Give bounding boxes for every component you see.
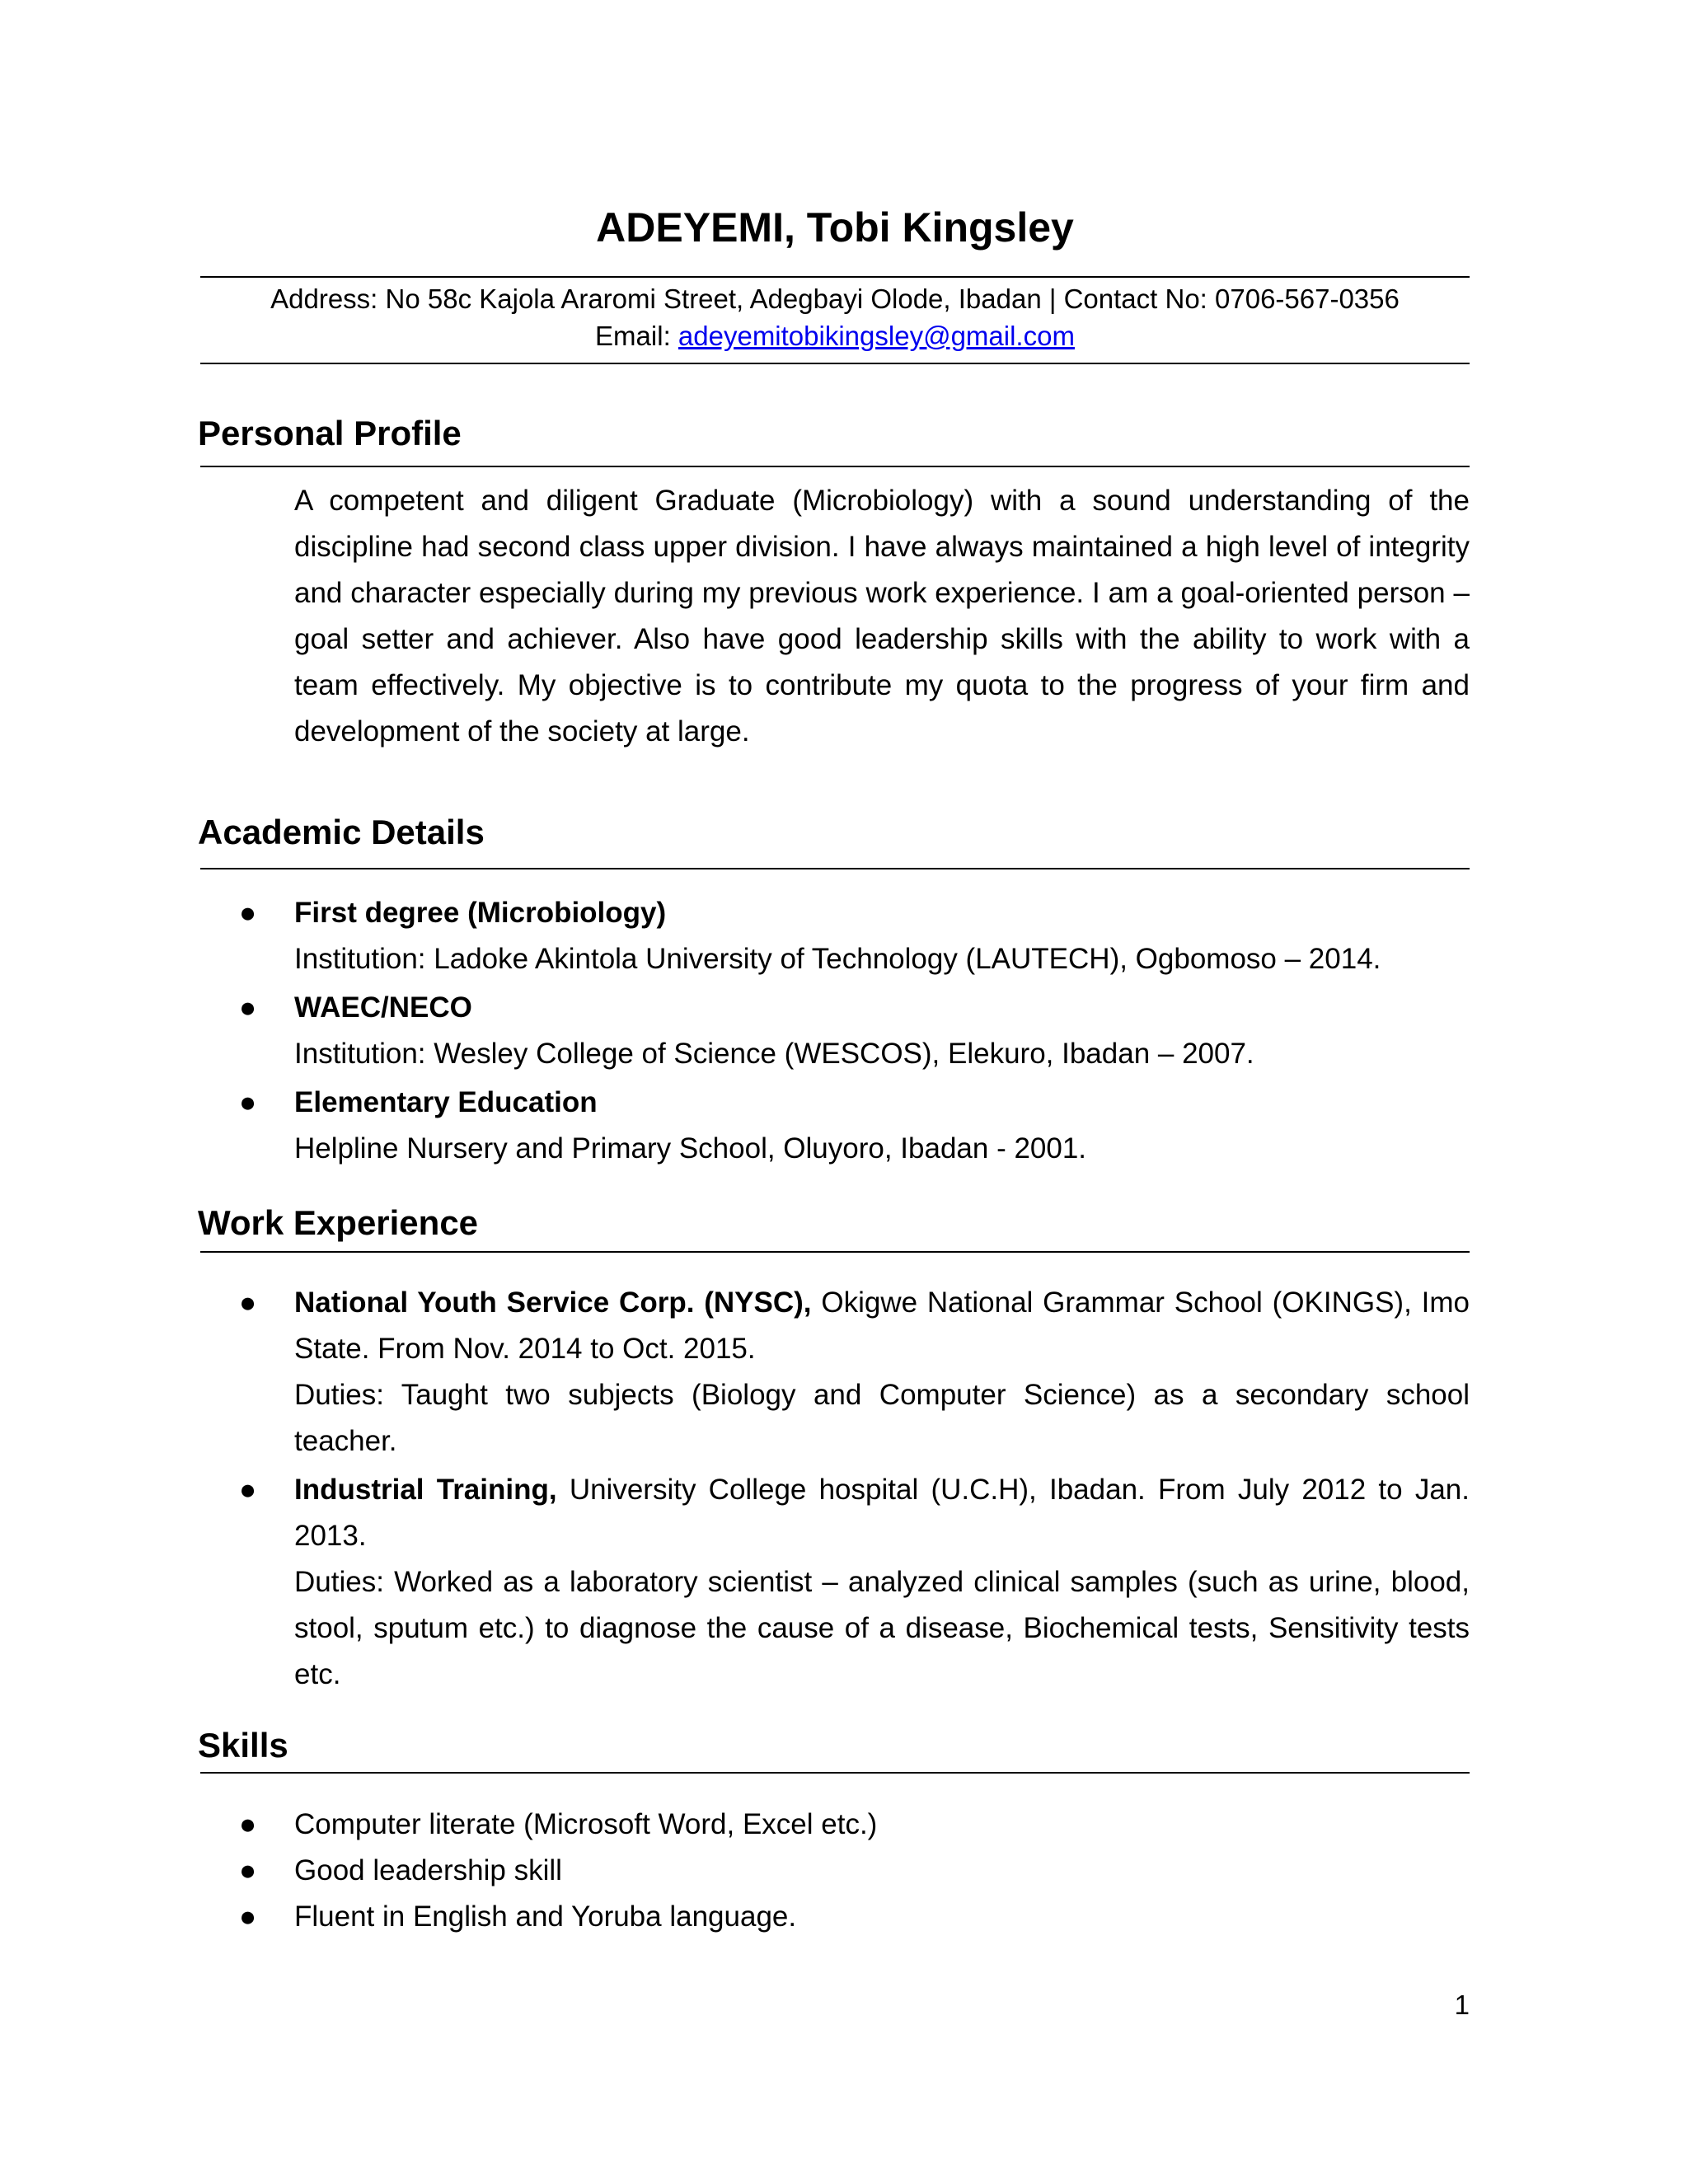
academic-item-detail: Institution: Ladoke Akintola University of Technology (LAUTECH), Ogbomoso – 2014. [294,943,1381,975]
work-item-duties: Duties: Taught two subjects (Biology and Computer Science) as a secondary school teacher. [294,1379,1470,1457]
skill-item [239,1894,1470,1940]
bullet-icon: ● [239,1808,257,1840]
work-list [239,1280,1470,1698]
work-item-title: National Youth Service Corp. (NYSC), [294,1286,812,1319]
section-divider-work-experience [200,1251,1470,1253]
email-line [200,317,1470,355]
header-bottom-divider [200,363,1470,364]
bullet-icon: ● [239,1900,257,1933]
section-heading-academic-details: Academic Details [198,813,485,851]
skill-item-text: Fluent in English and Yoruba language. [294,1900,797,1933]
skill-item [239,1802,1470,1848]
work-item-title: Industrial Training, [294,1474,557,1506]
personal-profile-text: A competent and diligent Graduate (Microbiology) with a sound understanding of the discipline had second class upper division. I have always maintained a high level of integrity and character especially during my previous work experience. I am a goal-oriented person – goal setter and achiever. Also have good leadership skills with the ability to work with a team effectively. My objective is to contribute my quota to the progress of your firm and development of the society at large. [294,485,1470,748]
bullet-icon: ● [239,1086,257,1118]
email-label: Email: [595,321,678,351]
academic-item [239,890,1470,982]
academic-item-title: Elementary Education [294,1086,598,1118]
academic-item [239,1080,1470,1172]
bullet-icon: ● [239,897,257,929]
bullet-icon: ● [239,1854,257,1886]
work-item-duties: Duties: Worked as a laboratory scientist – analyzed clinical samples (such as urine, blood, stool, sputum etc.) to diagnose the cause of a disease, Biochemical tests, Sensitivity tests etc. [294,1566,1470,1690]
section-heading-personal-profile: Personal Profile [198,414,462,452]
academic-item-detail: Helpline Nursery and Primary School, Oluyoro, Ibadan - 2001. [294,1132,1087,1165]
section-divider-personal-profile [200,466,1470,467]
work-item-summary [294,1280,1470,1372]
work-item-detail: University College hospital (U.C.H), Ibadan. From July 2012 to Jan. 2013. [294,1474,1470,1552]
skill-item [239,1848,1470,1894]
candidate-name: ADEYEMI, Tobi Kingsley [596,204,1074,251]
work-item [239,1280,1470,1465]
academic-item [239,985,1470,1077]
page-number: 1 [1454,1990,1470,2020]
header-top-divider [200,276,1470,278]
section-heading-work-experience: Work Experience [198,1203,479,1242]
section-divider-skills [200,1772,1470,1774]
email-link[interactable]: adeyemitobikingsley@gmail.com [678,321,1075,351]
bullet-icon: ● [239,1474,257,1506]
section-divider-academic-details [200,868,1470,869]
bullet-icon: ● [239,991,257,1024]
academic-list [239,890,1470,1172]
section-heading-skills: Skills [198,1726,288,1765]
academic-item-title: WAEC/NECO [294,991,472,1024]
skills-list [239,1802,1470,1940]
address-line: Address: No 58c Kajola Araromi Street, Adegbayi Olode, Ibadan | Contact No: 0706-567-0356 [270,284,1400,314]
work-item [239,1467,1470,1698]
academic-item-detail: Institution: Wesley College of Science (WESCOS), Elekuro, Ibadan – 2007. [294,1038,1254,1070]
work-item-detail: Okigwe National Grammar School (OKINGS), Imo State. From Nov. 2014 to Oct. 2015. [294,1286,1470,1365]
work-item-summary [294,1467,1470,1559]
skill-item-text: Good leadership skill [294,1854,562,1886]
bullet-icon: ● [239,1286,257,1319]
skill-item-text: Computer literate (Microsoft Word, Excel etc.) [294,1808,878,1840]
academic-item-title: First degree (Microbiology) [294,897,667,929]
